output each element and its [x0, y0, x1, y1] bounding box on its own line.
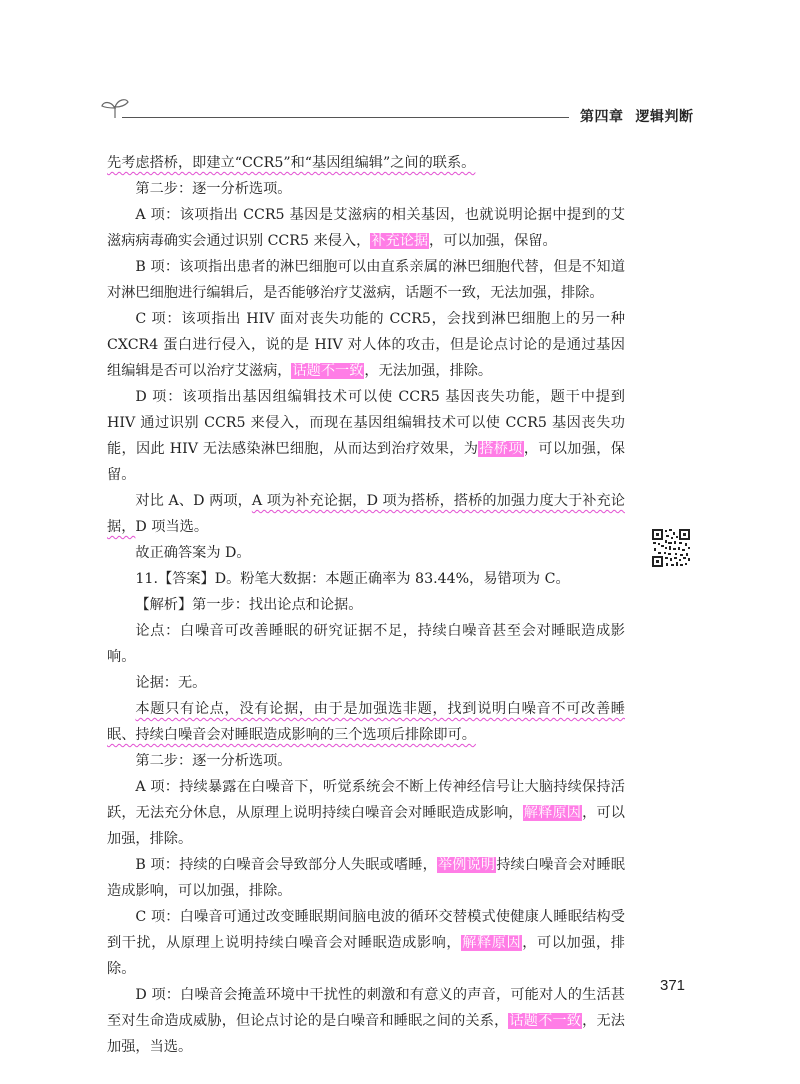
question-number: 11.	[135, 571, 158, 587]
text: ，无法加强，当选。	[107, 1013, 625, 1055]
highlight-tag: 话题不一致	[292, 363, 364, 379]
text: 故正确答案为 D。	[135, 545, 251, 561]
paragraph	[107, 384, 625, 488]
chapter-title: 逻辑判断	[635, 109, 694, 125]
qr-code-icon[interactable]	[651, 528, 691, 568]
text: ，可以加强，排除。	[107, 805, 625, 847]
text: D 项当选。	[135, 519, 209, 535]
text: D。粉笔大数据：本题正确率为 83.44%，易错项为 C。	[214, 571, 570, 587]
paragraph	[107, 150, 625, 176]
paragraph	[107, 488, 625, 540]
paragraph	[107, 670, 625, 696]
page-number: 371	[660, 977, 686, 994]
paragraph	[107, 592, 625, 618]
text: 第一步：找出论点和论据。	[192, 597, 363, 613]
paragraph	[107, 566, 625, 592]
highlight-tag: 补充论据	[371, 233, 429, 249]
header-rule	[122, 117, 569, 118]
text: ，可以加强，保留。	[429, 233, 557, 249]
chapter-label: 第四章	[580, 109, 624, 125]
text: 第二步：逐一分析选项。	[135, 753, 292, 769]
text: C 项：该项指出 HIV 面对丧失功能的 CCR5，会找到淋巴细胞上的另一种 CXCR4 蛋白进行侵入，说的是 HIV 对人体的攻击，但是论点讨论的是通过基因组编辑是否可以治疗艾滋病，	[107, 311, 625, 379]
text: 第二步：逐一分析选项。	[135, 181, 292, 197]
paragraph	[107, 774, 625, 852]
text: C 项：白噪音可通过改变睡眠期间脑电波的循环交替模式使健康人睡眠结构受到干扰，从原理上说明持续白噪音会对睡眠造成影响，	[107, 909, 625, 951]
paragraph	[107, 254, 625, 306]
highlight-tag: 解释原因	[523, 805, 582, 821]
paragraph	[107, 202, 625, 254]
highlight-tag: 举例说明	[437, 857, 496, 873]
paragraph	[107, 618, 625, 670]
page-content	[107, 150, 625, 1060]
wavy-underlined-text: 先考虑搭桥，即建立“CCR5”和“基因组编辑”之间的联系。	[107, 155, 476, 171]
text: A 项：持续暴露在白噪音下，听觉系统会不断上传神经信号让大脑持续保持活跃，无法充分休息，从原理上说明持续白噪音会对睡眠造成影响，	[107, 779, 625, 821]
paragraph	[107, 306, 625, 384]
text: ，可以加强，保留。	[107, 441, 625, 483]
wavy-underlined-text: A 项为补充论据，D 项为搭桥，搭桥的加强力度大于补充论据，	[107, 493, 625, 535]
highlight-tag: 解释原因	[462, 935, 522, 951]
text: B 项：该项指出患者的淋巴细胞可以由直系亲属的淋巴细胞代替，但是不知道对淋巴细胞进行编辑后，是否能够治疗艾滋病，话题不一致，无法加强，排除。	[107, 259, 625, 301]
wavy-underlined-text: 本题只有论点，没有论据，由于是加强选非题，找到说明白噪音不可改善睡眠、持续白噪音会对睡眠造成影响的三个选项后排除即可。	[107, 701, 625, 743]
text: 对比 A、D 两项，	[135, 493, 252, 509]
answer-label: 【答案】	[157, 571, 215, 587]
paragraph	[107, 748, 625, 774]
analysis-label: 【解析】	[135, 597, 193, 613]
paragraph	[107, 904, 625, 982]
paragraph	[107, 982, 625, 1060]
text: 论据：无。	[135, 675, 207, 691]
text: A 项：该项指出 CCR5 基因是艾滋病的相关基因，也就说明论据中提到的艾滋病病毒确实会通过识别 CCR5 来侵入，	[107, 207, 625, 249]
paragraph	[107, 176, 625, 202]
highlight-tag: 话题不一致	[509, 1013, 582, 1029]
highlight-tag: 搭桥项	[479, 441, 523, 457]
paragraph	[107, 540, 625, 566]
text: 论点：白噪音可改善睡眠的研究证据不足，持续白噪音甚至会对睡眠造成影响。	[107, 623, 625, 665]
text: D 项：该项指出基因组编辑技术可以使 CCR5 基因丧失功能，题干中提到 HIV 通过识别 CCR5 来侵入，而现在基因组编辑技术可以使 CCR5 基因丧失功能，因此 HIV 无法感染淋巴细胞，从而达到治疗效果，为	[107, 389, 625, 457]
text: B 项：持续的白噪音会导致部分人失眠或嗜睡，	[135, 857, 437, 873]
paragraph	[107, 696, 625, 748]
text: ，无法加强，排除。	[364, 363, 493, 379]
text: 持续白噪音会对睡眠造成影响，可以加强，排除。	[107, 857, 625, 899]
chapter-header	[580, 106, 694, 126]
text: D 项：白噪音会掩盖环境中干扰性的刺激和有意义的声音，可能对人的生活甚至对生命造成威胁，但论点讨论的是白噪音和睡眠之间的关系，	[107, 987, 625, 1029]
paragraph	[107, 852, 625, 904]
text: ，可以加强，排除。	[107, 935, 625, 977]
